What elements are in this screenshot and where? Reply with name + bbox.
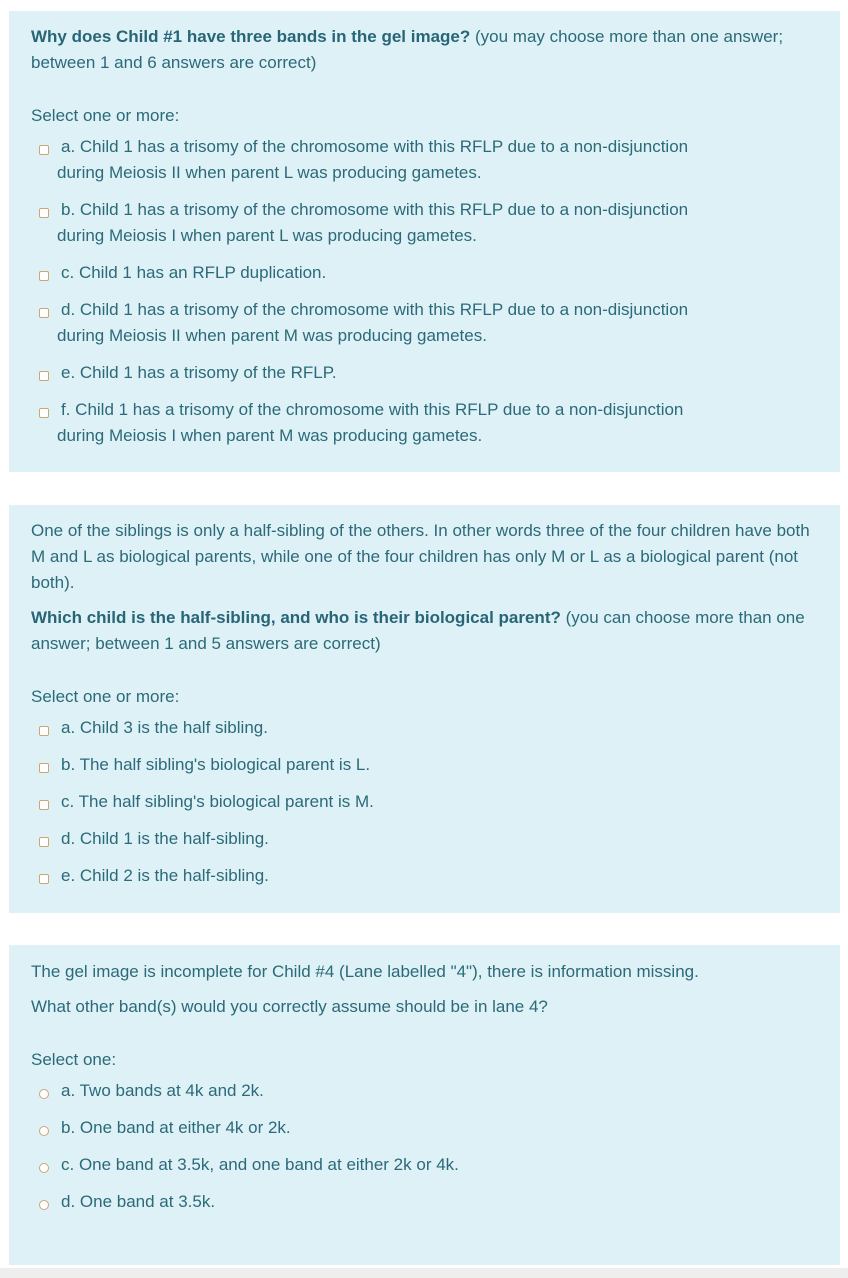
- option-label: c. One band at 3.5k, and one band at either 2k or 4k.: [61, 1155, 459, 1174]
- option-label: a. Child 1 has a trisomy of the chromosome with this RFLP due to a non-disjunction: [61, 137, 689, 156]
- option-label: c. The half sibling's biological parent is M.: [61, 792, 374, 811]
- option-label: d. Child 1 has a trisomy of the chromosome with this RFLP due to a non-disjunction: [61, 300, 689, 319]
- checkbox-icon[interactable]: [39, 145, 49, 155]
- question-3-text: What other band(s) would you correctly assume should be in lane 4?: [31, 997, 548, 1016]
- question-2-prompt: Select one or more:: [31, 687, 180, 706]
- question-1-instructions: (you may choose more than one answer; between 1 and 6 answers are correct): [31, 27, 784, 72]
- option-label-continued: during Meiosis I when parent M was producing gametes.: [57, 426, 483, 445]
- q2-option-b[interactable]: [31, 752, 818, 778]
- option-label: d. One band at 3.5k.: [61, 1192, 216, 1211]
- radio-icon[interactable]: [39, 1089, 49, 1099]
- q2-option-c[interactable]: [31, 789, 818, 815]
- option-label: e. Child 2 is the half-sibling.: [61, 866, 269, 885]
- option-label: b. Child 1 has a trisomy of the chromosome with this RFLP due to a non-disjunction: [61, 200, 689, 219]
- radio-icon[interactable]: [39, 1200, 49, 1210]
- option-label: a. Child 3 is the half sibling.: [61, 718, 268, 737]
- question-1-answers: [31, 134, 818, 449]
- question-card-1: [9, 11, 840, 472]
- q3-option-d[interactable]: [31, 1189, 818, 1215]
- radio-icon[interactable]: [39, 1163, 49, 1173]
- option-label: f. Child 1 has a trisomy of the chromosome with this RFLP due to a non-disjunction: [61, 400, 684, 419]
- option-label: e. Child 1 has a trisomy of the RFLP.: [61, 363, 337, 382]
- q2-option-d[interactable]: [31, 826, 818, 852]
- option-label: d. Child 1 is the half-sibling.: [61, 829, 269, 848]
- q1-option-c[interactable]: [31, 260, 818, 286]
- q1-option-e[interactable]: [31, 360, 818, 386]
- option-label: b. One band at either 4k or 2k.: [61, 1118, 291, 1137]
- question-2-text: [31, 605, 818, 657]
- q1-option-d[interactable]: [31, 297, 818, 349]
- option-label: c. Child 1 has an RFLP duplication.: [61, 263, 327, 282]
- question-card-3: [9, 945, 840, 1265]
- q1-option-a[interactable]: [31, 134, 818, 186]
- option-label-continued: during Meiosis II when parent L was producing gametes.: [57, 163, 482, 182]
- question-2-answers: [31, 715, 818, 889]
- q2-option-e[interactable]: [31, 863, 818, 889]
- checkbox-icon[interactable]: [39, 308, 49, 318]
- checkbox-icon[interactable]: [39, 837, 49, 847]
- question-2-instructions: (you can choose more than one answer; between 1 and 5 answers are correct): [31, 608, 805, 653]
- option-label: b. The half sibling's biological parent is L.: [61, 755, 371, 774]
- q2-option-a[interactable]: [31, 715, 818, 741]
- checkbox-icon[interactable]: [39, 208, 49, 218]
- q3-option-c[interactable]: [31, 1152, 818, 1178]
- question-2-intro: One of the siblings is only a half-sibling of the others. In other words three of the four children have both M and L as biological parents, while one of the four children has only M or L as a biological parent (not both).: [31, 521, 810, 592]
- option-label-continued: during Meiosis I when parent L was producing gametes.: [57, 226, 477, 245]
- checkbox-icon[interactable]: [39, 874, 49, 884]
- question-3-prompt: Select one:: [31, 1050, 117, 1069]
- q3-option-b[interactable]: [31, 1115, 818, 1141]
- checkbox-icon[interactable]: [39, 371, 49, 381]
- option-label: a. Two bands at 4k and 2k.: [61, 1081, 264, 1100]
- question-3-answers: [31, 1078, 818, 1215]
- question-3-intro: The gel image is incomplete for Child #4 (Lane labelled "4"), there is information missing.: [31, 962, 699, 981]
- question-1-text: [31, 11, 818, 76]
- checkbox-icon[interactable]: [39, 408, 49, 418]
- checkbox-icon[interactable]: [39, 800, 49, 810]
- q1-option-b[interactable]: [31, 197, 818, 249]
- radio-icon[interactable]: [39, 1126, 49, 1136]
- q1-option-f[interactable]: [31, 397, 818, 449]
- option-label-continued: during Meiosis II when parent M was producing gametes.: [57, 326, 487, 345]
- question-1-bold: Why does Child #1 have three bands in the gel image?: [31, 27, 471, 46]
- checkbox-icon[interactable]: [39, 763, 49, 773]
- q3-option-a[interactable]: [31, 1078, 818, 1104]
- checkbox-icon[interactable]: [39, 726, 49, 736]
- question-card-2: [9, 505, 840, 913]
- question-2-bold: Which child is the half-sibling, and who is their biological parent?: [31, 608, 561, 627]
- bottom-divider: [0, 1268, 848, 1278]
- checkbox-icon[interactable]: [39, 271, 49, 281]
- question-1-prompt: Select one or more:: [31, 106, 180, 125]
